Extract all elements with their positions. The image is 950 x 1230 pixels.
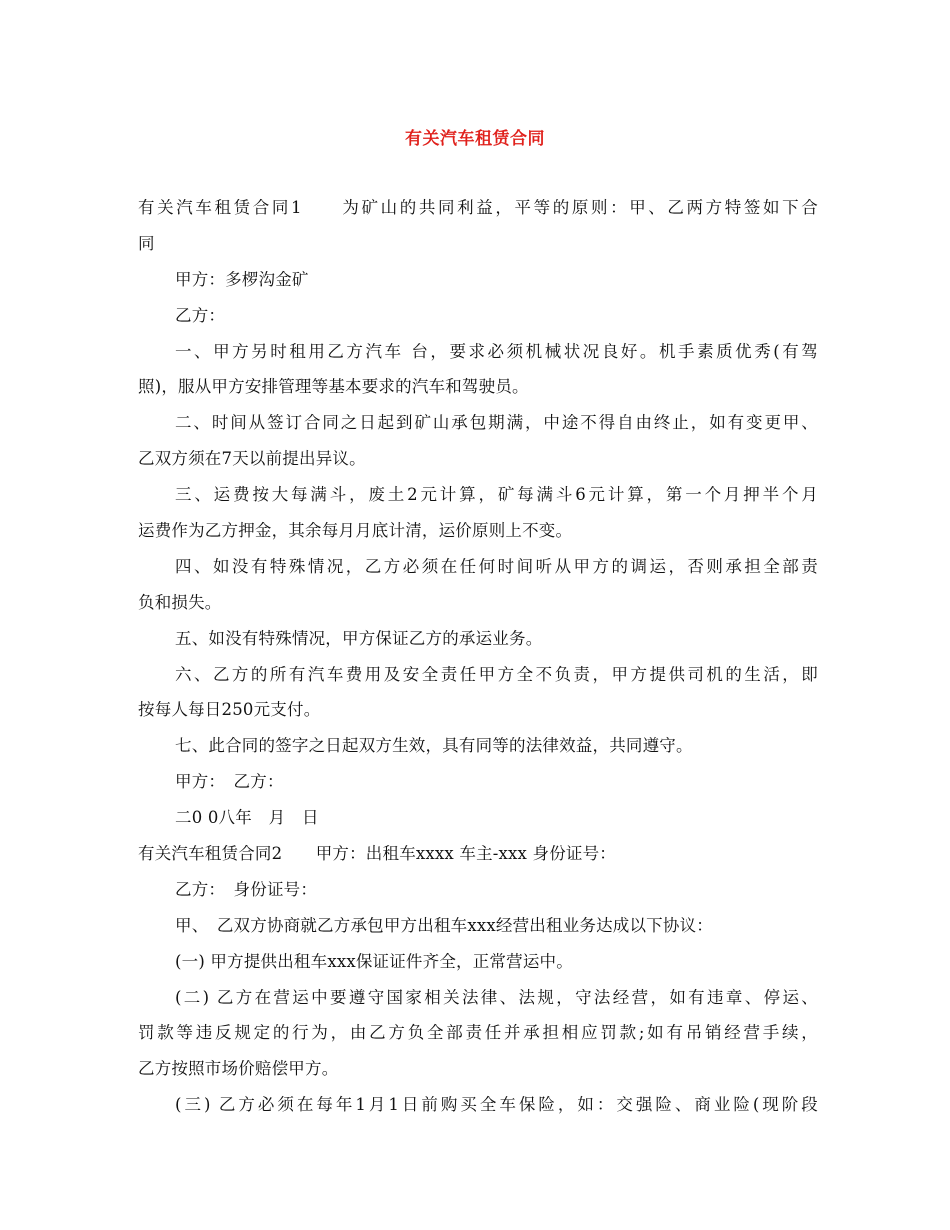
signature-line: 甲方： 乙方： — [175, 772, 284, 792]
clause-line: (三) 乙方必须在每年1月1日前购买全车保险，如：交强险、商业险(现阶段 — [175, 1095, 818, 1115]
clause-line: 负和损失。 — [138, 592, 222, 612]
clause-line: 罚款等违反规定的行为，由乙方负全部责任并承担相应罚款;如有吊销经营手续， — [138, 1023, 818, 1043]
paragraph-line: 同 — [138, 233, 155, 253]
paragraph-line: 有关汽车租赁合同2 甲方：出租车xxxx 车主-xxx 身份证号： — [138, 844, 617, 864]
party-b-line: 乙方： — [175, 305, 226, 325]
party-a-line: 甲方：多椤沟金矿 — [175, 269, 309, 289]
clause-line: 甲、 乙双方协商就乙方承包甲方出租车xxx经营出租业务达成以下协议： — [175, 915, 713, 935]
clause-line: 六、乙方的所有汽车费用及安全责任甲方全不负责，甲方提供司机的生活，即 — [175, 664, 818, 684]
clause-line: 三、运费按大每满斗，废土2元计算，矿每满斗6元计算，第一个月押半个月 — [175, 485, 818, 505]
document-body — [138, 190, 818, 1123]
clause-line: 乙双方须在7天以前提出异议。 — [138, 449, 366, 469]
clause-line: 一、甲方另时租用乙方汽车 台，要求必须机械状况良好。机手素质优秀(有驾 — [175, 341, 818, 361]
party-b-line: 乙方： 身份证号： — [175, 879, 318, 899]
clause-line: 四、如没有特殊情况，乙方必须在任何时间听从甲方的调运，否则承担全部责 — [175, 556, 818, 576]
clause-line: 二、时间从签订合同之日起到矿山承包期满，中途不得自由终止，如有变更甲、 — [175, 413, 818, 433]
clause-line: 按每人每日250元支付。 — [138, 700, 321, 720]
clause-line: 照)，服从甲方安排管理等基本要求的汽车和驾驶员。 — [138, 377, 529, 397]
clause-line: 运费作为乙方押金，其余每月月底计清，运价原则上不变。 — [138, 521, 573, 541]
clause-line: (一) 甲方提供出租车xxx保证证件齐全，正常营运中。 — [175, 951, 573, 971]
clause-line: 五、如没有特殊情况，甲方保证乙方的承运业务。 — [175, 628, 543, 648]
paragraph-line: 有关汽车租赁合同1 为矿山的共同利益，平等的原则：甲、乙两方特签如下合 — [138, 198, 818, 217]
date-line: 二0 0八年 月 日 — [175, 808, 319, 828]
clause-line: (二) 乙方在营运中要遵守国家相关法律、法规，守法经营，如有违章、停运、 — [175, 987, 818, 1007]
clause-line: 乙方按照市场价赔偿甲方。 — [138, 1059, 339, 1079]
document-title: 有关汽车租赁合同 — [405, 129, 545, 149]
clause-line: 七、此合同的签字之日起双方生效，具有同等的法律效益，共同遵守。 — [175, 736, 693, 756]
